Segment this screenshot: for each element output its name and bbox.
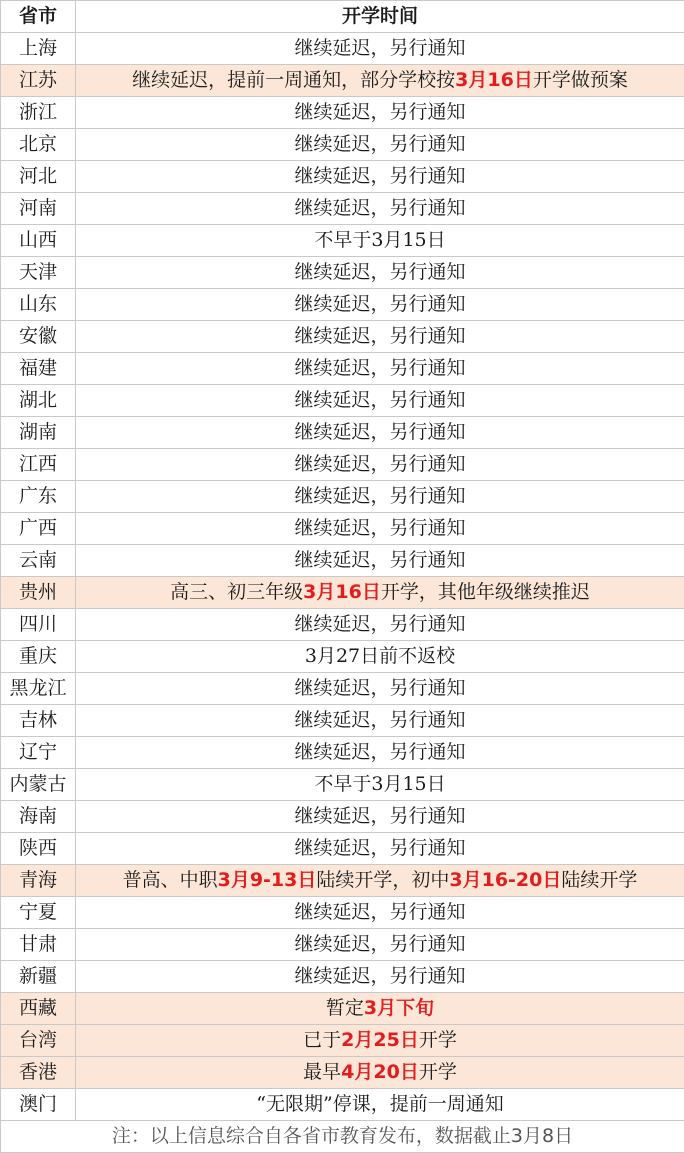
time-text: 继续延迟，另行通知 bbox=[294, 293, 466, 315]
reopen-time-cell bbox=[76, 225, 684, 257]
time-text: 继续延迟，另行通知 bbox=[294, 261, 466, 283]
time-text: 继续延迟，另行通知 bbox=[294, 101, 466, 123]
province-cell: 辽宁 bbox=[1, 737, 76, 769]
province-cell: 上海 bbox=[1, 33, 76, 65]
time-text: 继续延迟，另行通知 bbox=[294, 677, 466, 699]
time-text: 继续延迟，另行通知 bbox=[294, 805, 466, 827]
time-text: 继续延迟，另行通知 bbox=[294, 709, 466, 731]
table-row bbox=[1, 1057, 684, 1089]
time-text: 普高、中职 bbox=[122, 869, 218, 891]
reopen-time-cell bbox=[76, 1089, 684, 1121]
time-text: 已于 bbox=[303, 1029, 342, 1051]
province-cell: 浙江 bbox=[1, 97, 76, 129]
table-row bbox=[1, 161, 684, 193]
reopen-time-cell bbox=[76, 1057, 684, 1089]
reopen-time-cell bbox=[76, 161, 684, 193]
province-cell: 宁夏 bbox=[1, 897, 76, 929]
table-row bbox=[1, 385, 684, 417]
province-cell: 香港 bbox=[1, 1057, 76, 1089]
reopen-time-cell bbox=[76, 65, 684, 97]
reopen-time-cell bbox=[76, 609, 684, 641]
reopen-time-cell bbox=[76, 513, 684, 545]
reopen-time-cell bbox=[76, 961, 684, 993]
province-cell: 湖南 bbox=[1, 417, 76, 449]
table-row bbox=[1, 577, 684, 609]
time-text: 继续延迟，另行通知 bbox=[294, 165, 466, 187]
table-row bbox=[1, 641, 684, 673]
date-highlight: 3月16日 bbox=[303, 581, 381, 603]
time-text: 3月27日前不返校 bbox=[304, 645, 456, 667]
table-row bbox=[1, 705, 684, 737]
header-row bbox=[1, 1, 684, 33]
table-row bbox=[1, 1025, 684, 1057]
source-note: 注：以上信息综合自各省市教育发布，数据截止3月8日 bbox=[1, 1121, 684, 1153]
table-row bbox=[1, 769, 684, 801]
time-text: 继续延迟，提前一周通知，部分学校按 bbox=[132, 69, 456, 91]
province-cell: 台湾 bbox=[1, 1025, 76, 1057]
table-row bbox=[1, 929, 684, 961]
time-text: 继续延迟，另行通知 bbox=[294, 453, 466, 475]
date-highlight: 2月25日 bbox=[341, 1029, 419, 1051]
table-row bbox=[1, 833, 684, 865]
province-cell: 黑龙江 bbox=[1, 673, 76, 705]
time-text: 继续延迟，另行通知 bbox=[294, 133, 466, 155]
table-row bbox=[1, 801, 684, 833]
time-text: 继续延迟，另行通知 bbox=[294, 965, 466, 987]
province-cell: 山东 bbox=[1, 289, 76, 321]
time-text: 开学做预案 bbox=[532, 69, 628, 91]
date-highlight: 3月9-13日 bbox=[217, 869, 317, 891]
time-text: 继续延迟，另行通知 bbox=[294, 613, 466, 635]
table-row bbox=[1, 225, 684, 257]
table-row bbox=[1, 513, 684, 545]
date-highlight: 3月下旬 bbox=[363, 997, 435, 1019]
reopen-time-cell bbox=[76, 449, 684, 481]
table-row bbox=[1, 33, 684, 65]
time-text: 陆续开学，初中 bbox=[316, 869, 450, 891]
province-cell: 青海 bbox=[1, 865, 76, 897]
time-text: 继续延迟，另行通知 bbox=[294, 741, 466, 763]
province-cell: 广东 bbox=[1, 481, 76, 513]
date-highlight: 3月16日 bbox=[455, 69, 533, 91]
province-cell: 山西 bbox=[1, 225, 76, 257]
province-cell: 江苏 bbox=[1, 65, 76, 97]
reopen-time-cell bbox=[76, 897, 684, 929]
table-row bbox=[1, 417, 684, 449]
table-row bbox=[1, 737, 684, 769]
reopen-time-cell bbox=[76, 481, 684, 513]
reopen-time-cell bbox=[76, 993, 684, 1025]
reopen-time-cell bbox=[76, 545, 684, 577]
reopen-time-cell bbox=[76, 417, 684, 449]
table-row bbox=[1, 449, 684, 481]
reopen-time-cell bbox=[76, 865, 684, 897]
table-row bbox=[1, 129, 684, 161]
table-row bbox=[1, 1089, 684, 1121]
time-text: 开学 bbox=[418, 1061, 457, 1083]
time-text: 暂定 bbox=[325, 997, 364, 1019]
reopen-time-cell bbox=[76, 129, 684, 161]
time-text: “无限期”停课，提前一周通知 bbox=[256, 1093, 504, 1115]
table-row bbox=[1, 545, 684, 577]
reopen-time-cell bbox=[76, 1025, 684, 1057]
table-row bbox=[1, 993, 684, 1025]
province-cell: 云南 bbox=[1, 545, 76, 577]
time-text: 不早于3月15日 bbox=[314, 229, 446, 251]
province-cell: 海南 bbox=[1, 801, 76, 833]
province-cell: 河北 bbox=[1, 161, 76, 193]
province-cell: 湖北 bbox=[1, 385, 76, 417]
time-text: 继续延迟，另行通知 bbox=[294, 549, 466, 571]
table-row bbox=[1, 481, 684, 513]
header-province: 省市 bbox=[1, 1, 76, 33]
province-cell: 澳门 bbox=[1, 1089, 76, 1121]
time-text: 不早于3月15日 bbox=[314, 773, 446, 795]
date-highlight: 3月16-20日 bbox=[449, 869, 562, 891]
reopen-time-cell bbox=[76, 673, 684, 705]
time-text: 陆续开学 bbox=[561, 869, 638, 891]
reopen-time-cell bbox=[76, 33, 684, 65]
province-cell: 北京 bbox=[1, 129, 76, 161]
time-text: 继续延迟，另行通知 bbox=[294, 389, 466, 411]
reopen-time-cell bbox=[76, 353, 684, 385]
reopen-time-cell bbox=[76, 641, 684, 673]
reopen-time-cell bbox=[76, 321, 684, 353]
province-cell: 四川 bbox=[1, 609, 76, 641]
province-cell: 甘肃 bbox=[1, 929, 76, 961]
province-cell: 天津 bbox=[1, 257, 76, 289]
time-text: 继续延迟，另行通知 bbox=[294, 197, 466, 219]
time-text: 继续延迟，另行通知 bbox=[294, 837, 466, 859]
date-highlight: 4月20日 bbox=[341, 1061, 419, 1083]
reopen-time-cell bbox=[76, 929, 684, 961]
reopen-time-cell bbox=[76, 801, 684, 833]
table-row bbox=[1, 673, 684, 705]
province-cell: 西藏 bbox=[1, 993, 76, 1025]
province-cell: 吉林 bbox=[1, 705, 76, 737]
header-reopen-time: 开学时间 bbox=[76, 1, 684, 33]
table-body bbox=[1, 33, 684, 1121]
province-cell: 新疆 bbox=[1, 961, 76, 993]
table-row bbox=[1, 97, 684, 129]
time-text: 最早 bbox=[303, 1061, 342, 1083]
time-text: 继续延迟，另行通知 bbox=[294, 325, 466, 347]
table-row bbox=[1, 321, 684, 353]
reopen-time-cell bbox=[76, 737, 684, 769]
note-row bbox=[1, 1121, 684, 1153]
time-text: 继续延迟，另行通知 bbox=[294, 933, 466, 955]
table-row bbox=[1, 961, 684, 993]
province-cell: 安徽 bbox=[1, 321, 76, 353]
province-cell: 河南 bbox=[1, 193, 76, 225]
reopen-time-cell bbox=[76, 577, 684, 609]
province-cell: 江西 bbox=[1, 449, 76, 481]
table-row bbox=[1, 193, 684, 225]
province-cell: 广西 bbox=[1, 513, 76, 545]
time-text: 继续延迟，另行通知 bbox=[294, 901, 466, 923]
table-row bbox=[1, 65, 684, 97]
reopen-time-cell bbox=[76, 257, 684, 289]
time-text: 开学，其他年级继续推迟 bbox=[380, 581, 590, 603]
reopen-time-cell bbox=[76, 385, 684, 417]
table-row bbox=[1, 289, 684, 321]
reopen-time-cell bbox=[76, 833, 684, 865]
reopen-time-cell bbox=[76, 769, 684, 801]
table-row bbox=[1, 609, 684, 641]
time-text: 开学 bbox=[418, 1029, 457, 1051]
reopen-time-cell bbox=[76, 705, 684, 737]
table-row bbox=[1, 353, 684, 385]
time-text: 继续延迟，另行通知 bbox=[294, 517, 466, 539]
time-text: 高三、初三年级 bbox=[170, 581, 304, 603]
reopen-time-cell bbox=[76, 97, 684, 129]
province-cell: 重庆 bbox=[1, 641, 76, 673]
time-text: 继续延迟，另行通知 bbox=[294, 421, 466, 443]
province-cell: 贵州 bbox=[1, 577, 76, 609]
time-text: 继续延迟，另行通知 bbox=[294, 485, 466, 507]
time-text: 继续延迟，另行通知 bbox=[294, 37, 466, 59]
table-row bbox=[1, 865, 684, 897]
province-cell: 陕西 bbox=[1, 833, 76, 865]
province-cell: 福建 bbox=[1, 353, 76, 385]
table-row bbox=[1, 897, 684, 929]
reopen-time-cell bbox=[76, 289, 684, 321]
table-row bbox=[1, 257, 684, 289]
time-text: 继续延迟，另行通知 bbox=[294, 357, 466, 379]
province-cell: 内蒙古 bbox=[1, 769, 76, 801]
reopen-time-cell bbox=[76, 193, 684, 225]
